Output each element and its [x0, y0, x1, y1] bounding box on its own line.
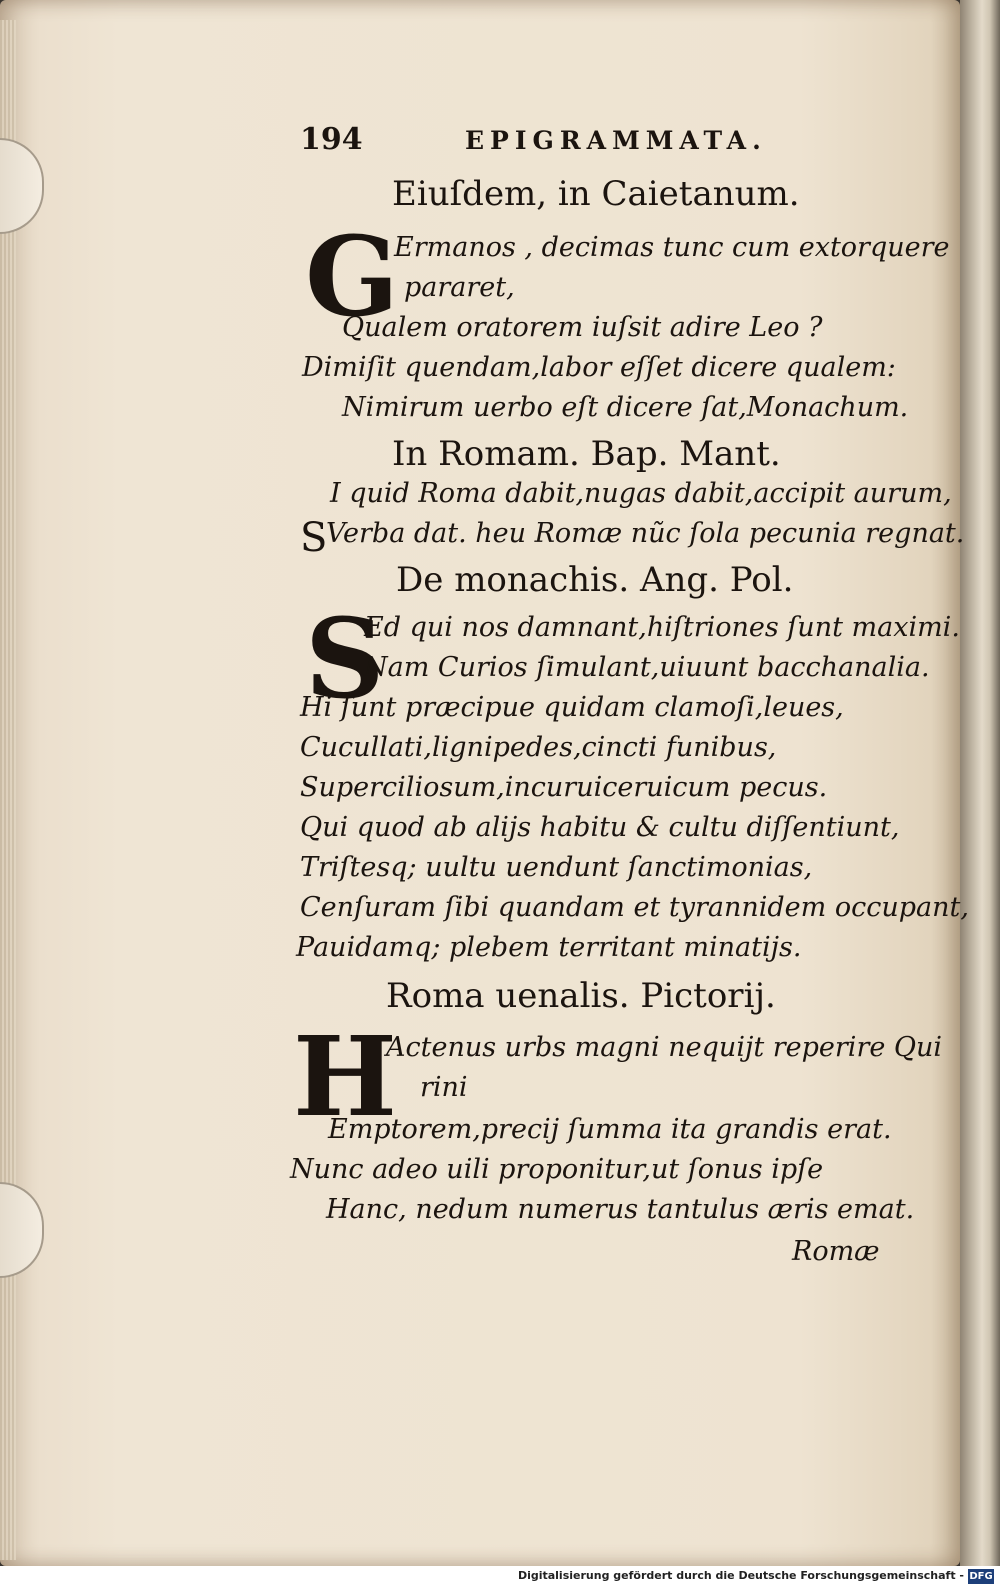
poem-line: Triſtesq; uultu uendunt ſanctimonias,	[300, 852, 813, 883]
dfg-logo: DFG	[969, 1571, 993, 1582]
poem-line: Hanc, nedum numerus tantulus æris emat.	[326, 1194, 915, 1225]
poem-line: Qui quod ab alijs habitu & cultu diſſentiunt,	[300, 812, 900, 843]
book-edge	[960, 0, 1000, 1566]
poem-line: pararet,	[404, 272, 515, 303]
poem-line: Nunc adeo uili proponitur,ut ſonus ipſe	[290, 1154, 824, 1185]
poem-line: rini	[420, 1072, 468, 1103]
poem-line: Emptorem,precij ſumma ita grandis erat.	[328, 1114, 892, 1145]
running-head: EPIGRAMMATA.	[465, 126, 767, 155]
poem-line: Hi ſunt præcipue quidam clamoſi,leues,	[300, 692, 844, 723]
poem-line: Superciliosum,incuruiceruicum pecus.	[300, 772, 828, 803]
poem-title: Eiuſdem, in Caietanum.	[392, 174, 800, 214]
catchword: Romæ	[792, 1236, 880, 1267]
poem-title: In Romam. Bap. Mant.	[392, 434, 781, 474]
funding-note: Digitalisierung gefördert durch die Deutsche Forschungsgemeinschaft -	[517, 1569, 964, 1582]
drop-cap: G	[305, 212, 399, 341]
poem-line: Nimirum uerbo eſt dicere ſat,Monachum.	[342, 392, 909, 423]
drop-cap: H	[293, 1012, 397, 1141]
poem-line: Cenſuram ſibi quandam et tyrannidem occupant,	[300, 892, 969, 923]
poem-line: Dimiſit quendam,labor eſſet dicere qualem:	[302, 352, 896, 383]
poem-line: Actenus urbs magni nequijt reperire Qui	[386, 1032, 943, 1063]
poem-line: Nam Curios ſimulant,uiuunt bacchanalia.	[364, 652, 930, 683]
poem-line: Pauidamq; plebem territant minatijs.	[296, 932, 802, 963]
drop-cap: S	[300, 515, 328, 561]
poem-line: Qualem oratorem iuſsit adire Leo ?	[342, 312, 823, 343]
poem-line: Verba dat. heu Romæ nũc ſola pecunia regnat.	[326, 518, 965, 549]
poem-line: Ed qui nos damnant,hiſtriones ſunt maximi.	[364, 612, 960, 643]
drop-cap: S	[305, 594, 385, 723]
footer-bar	[0, 1566, 1000, 1588]
poem-title: De monachis. Ang. Pol.	[396, 560, 794, 600]
poem-line: Ermanos , decimas tunc cum extorquere	[394, 232, 950, 263]
running-header	[300, 122, 820, 166]
poem-line: Cucullati,lignipedes,cincti funibus,	[300, 732, 777, 763]
page-edges	[0, 20, 16, 1560]
poem-title: Roma uenalis. Pictorij.	[386, 976, 776, 1016]
poem-line: I quid Roma dabit,nugas dabit,accipit aurum,	[330, 478, 952, 509]
page-number: 194	[300, 122, 363, 157]
